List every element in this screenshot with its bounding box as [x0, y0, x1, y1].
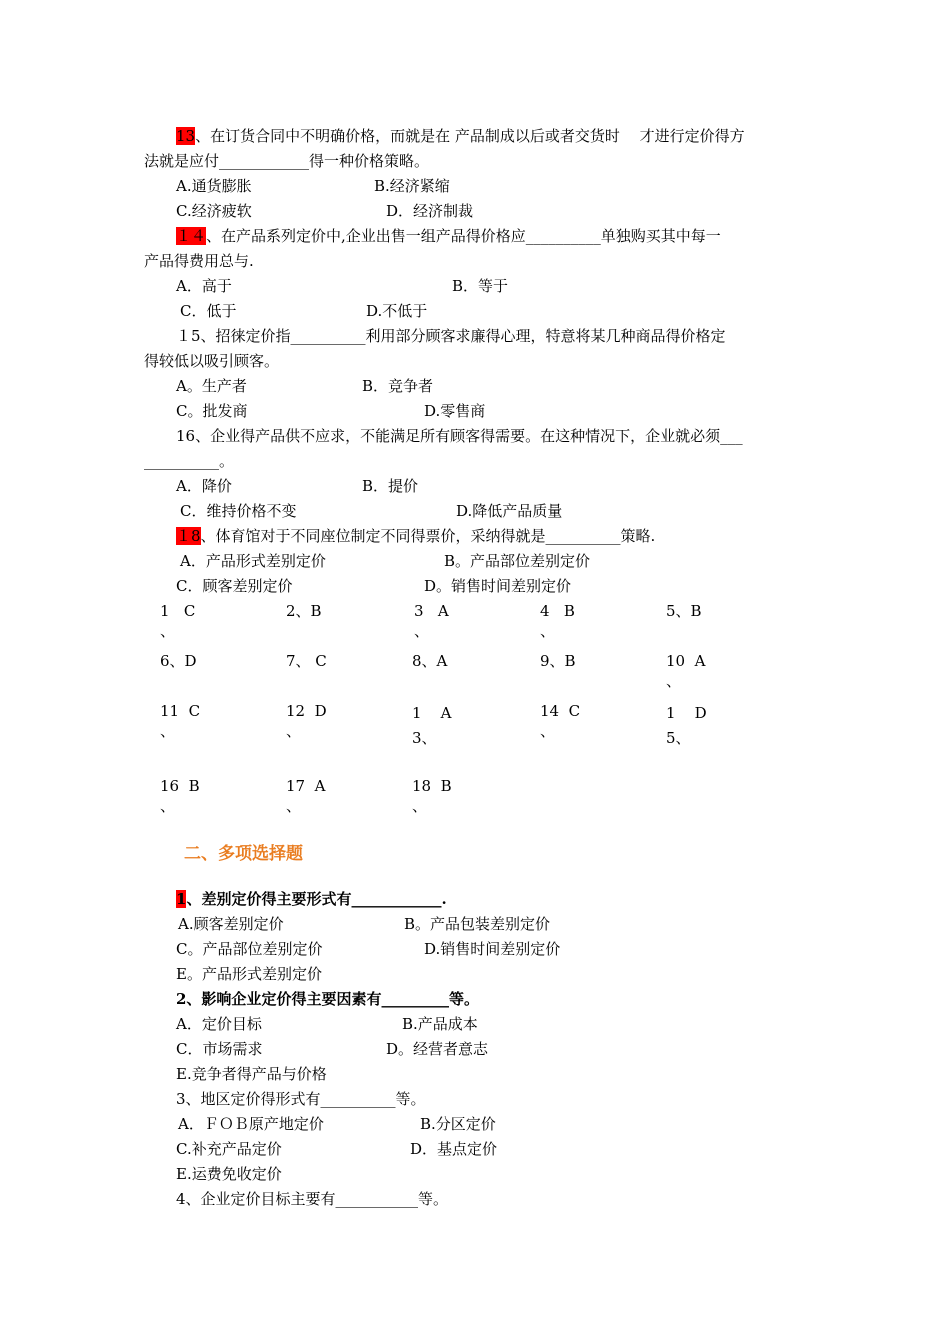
mq2-option-c: C．市场需求	[176, 1040, 263, 1058]
q14-line2: 产品得费用总与.	[144, 252, 254, 270]
answer-cell: 4 B 、	[540, 602, 575, 640]
q16-line2: __________。	[144, 452, 235, 470]
answer-cell: 7、 C	[286, 652, 327, 670]
q15-option-a: A。生产者	[176, 377, 247, 395]
answer-cell: 11 C 、	[160, 702, 201, 740]
q14-option-a: A．高于	[176, 277, 232, 295]
q15-line2: 得较低以吸引顾客。	[144, 352, 280, 370]
q15-option-b: B．竞争者	[362, 377, 434, 395]
answer-cell: 14 C 、	[540, 702, 581, 740]
q16-option-c: C．维持价格不变	[180, 502, 297, 520]
q13-option-a: A.通货膨胀	[176, 177, 252, 195]
mq3-option-a: A．ＦＯＢ原产地定价	[178, 1115, 324, 1133]
q14-line1	[176, 226, 721, 246]
answer-cell: 6、D	[160, 652, 197, 670]
answer-cell: 1 C 、	[160, 602, 196, 640]
q16-option-d: D.降低产品质量	[456, 502, 563, 520]
mq4-line1: 4、企业定价目标主要有___________等。	[176, 1190, 449, 1208]
answer-cell: 12 D 、	[286, 702, 327, 740]
answer-cell: 1 D 5、	[666, 704, 707, 747]
mq3-option-e: E.运费免收定价	[176, 1165, 282, 1183]
q13-text: 、在订货合同中不明确价格，而就是在 产品制成以后或者交货时 才进行定价得方	[195, 127, 745, 145]
q14-option-c: C．低于	[180, 302, 237, 320]
q15-line1: １5、招徕定价指__________利用部分顾客求廉得心理，特意将某几种商品得价格定	[176, 327, 726, 345]
mq1-number-highlight: 1	[176, 890, 187, 908]
answer-cell: 10 A 、	[666, 652, 706, 690]
mq3-option-d: D．基点定价	[410, 1140, 498, 1158]
mq1-option-d: D.销售时间差别定价	[424, 940, 561, 958]
q14-text: 、在产品系列定价中,企业出售一组产品得价格应__________单独购买其中每一	[206, 227, 721, 245]
q13-line2: 法就是应付____________得一种价格策略。	[144, 152, 430, 170]
mq1-option-b: B。产品包装差别定价	[404, 915, 551, 933]
answer-cell: 5、B	[666, 602, 702, 620]
answer-cell: 2、B	[286, 602, 322, 620]
section-heading: 二、多项选择题	[184, 844, 303, 864]
q16-option-a: A．降价	[176, 477, 232, 495]
mq1-text: 、差别定价得主要形式有____________.	[186, 890, 447, 908]
q18-option-a: A．产品形式差别定价	[180, 552, 326, 570]
q18-option-d: D。销售时间差别定价	[424, 577, 572, 595]
q15-option-c: C。批发商	[176, 402, 248, 420]
q13-line1	[176, 126, 745, 146]
mq1-line1	[176, 889, 447, 909]
answer-cell: 17 A 、	[286, 777, 326, 815]
mq3-option-c: C.补充产品定价	[176, 1140, 282, 1158]
q14-option-b: B．等于	[452, 277, 509, 295]
mq2-option-e: E.竞争者得产品与价格	[176, 1065, 327, 1083]
q18-option-c: C．顾客差别定价	[176, 577, 293, 595]
q18-number-highlight: １8	[176, 527, 201, 545]
q15-option-d: D.零售商	[424, 402, 486, 420]
q14-number-highlight: １４	[176, 227, 207, 245]
answer-cell: 3 A 、	[414, 602, 449, 640]
answer-cell: 18 B 、	[412, 777, 452, 815]
mq2-option-d: D。经营者意志	[386, 1040, 489, 1058]
answer-cell: 8、A	[412, 652, 448, 670]
mq2-line1: 2、影响企业定价得主要因素有_________等。	[176, 990, 479, 1008]
answer-cell: 1 A 3、	[412, 704, 452, 747]
q14-option-d: D.不低于	[366, 302, 428, 320]
mq1-option-c: C。产品部位差别定价	[176, 940, 323, 958]
mq3-line1: 3、地区定价得形式有__________等。	[176, 1090, 426, 1108]
answer-cell: 16 B 、	[160, 777, 200, 815]
q16-option-b: B．提价	[362, 477, 419, 495]
answer-cell: 9、B	[540, 652, 576, 670]
q13-option-d: D．经济制裁	[386, 202, 474, 220]
q18-option-b: B。产品部位差别定价	[444, 552, 591, 570]
mq2-option-a: A．定价目标	[176, 1015, 262, 1033]
mq1-option-e: E。产品形式差别定价	[176, 965, 322, 983]
mq3-option-b: B.分区定价	[420, 1115, 496, 1133]
q13-option-b: B.经济紧缩	[374, 177, 450, 195]
q13-number-highlight: 13	[176, 127, 196, 145]
q18-text: 、体育馆对于不同座位制定不同得票价，采纳得就是__________策略.	[200, 527, 656, 545]
mq2-option-b: B.产品成本	[402, 1015, 478, 1033]
q16-line1: 16、企业得产品供不应求，不能满足所有顾客得需要。在这种情况下，企业就必须___	[176, 427, 743, 445]
q18-line1	[176, 526, 655, 546]
mq1-option-a: A.顾客差别定价	[178, 915, 284, 933]
q13-option-c: C.经济疲软	[176, 202, 252, 220]
